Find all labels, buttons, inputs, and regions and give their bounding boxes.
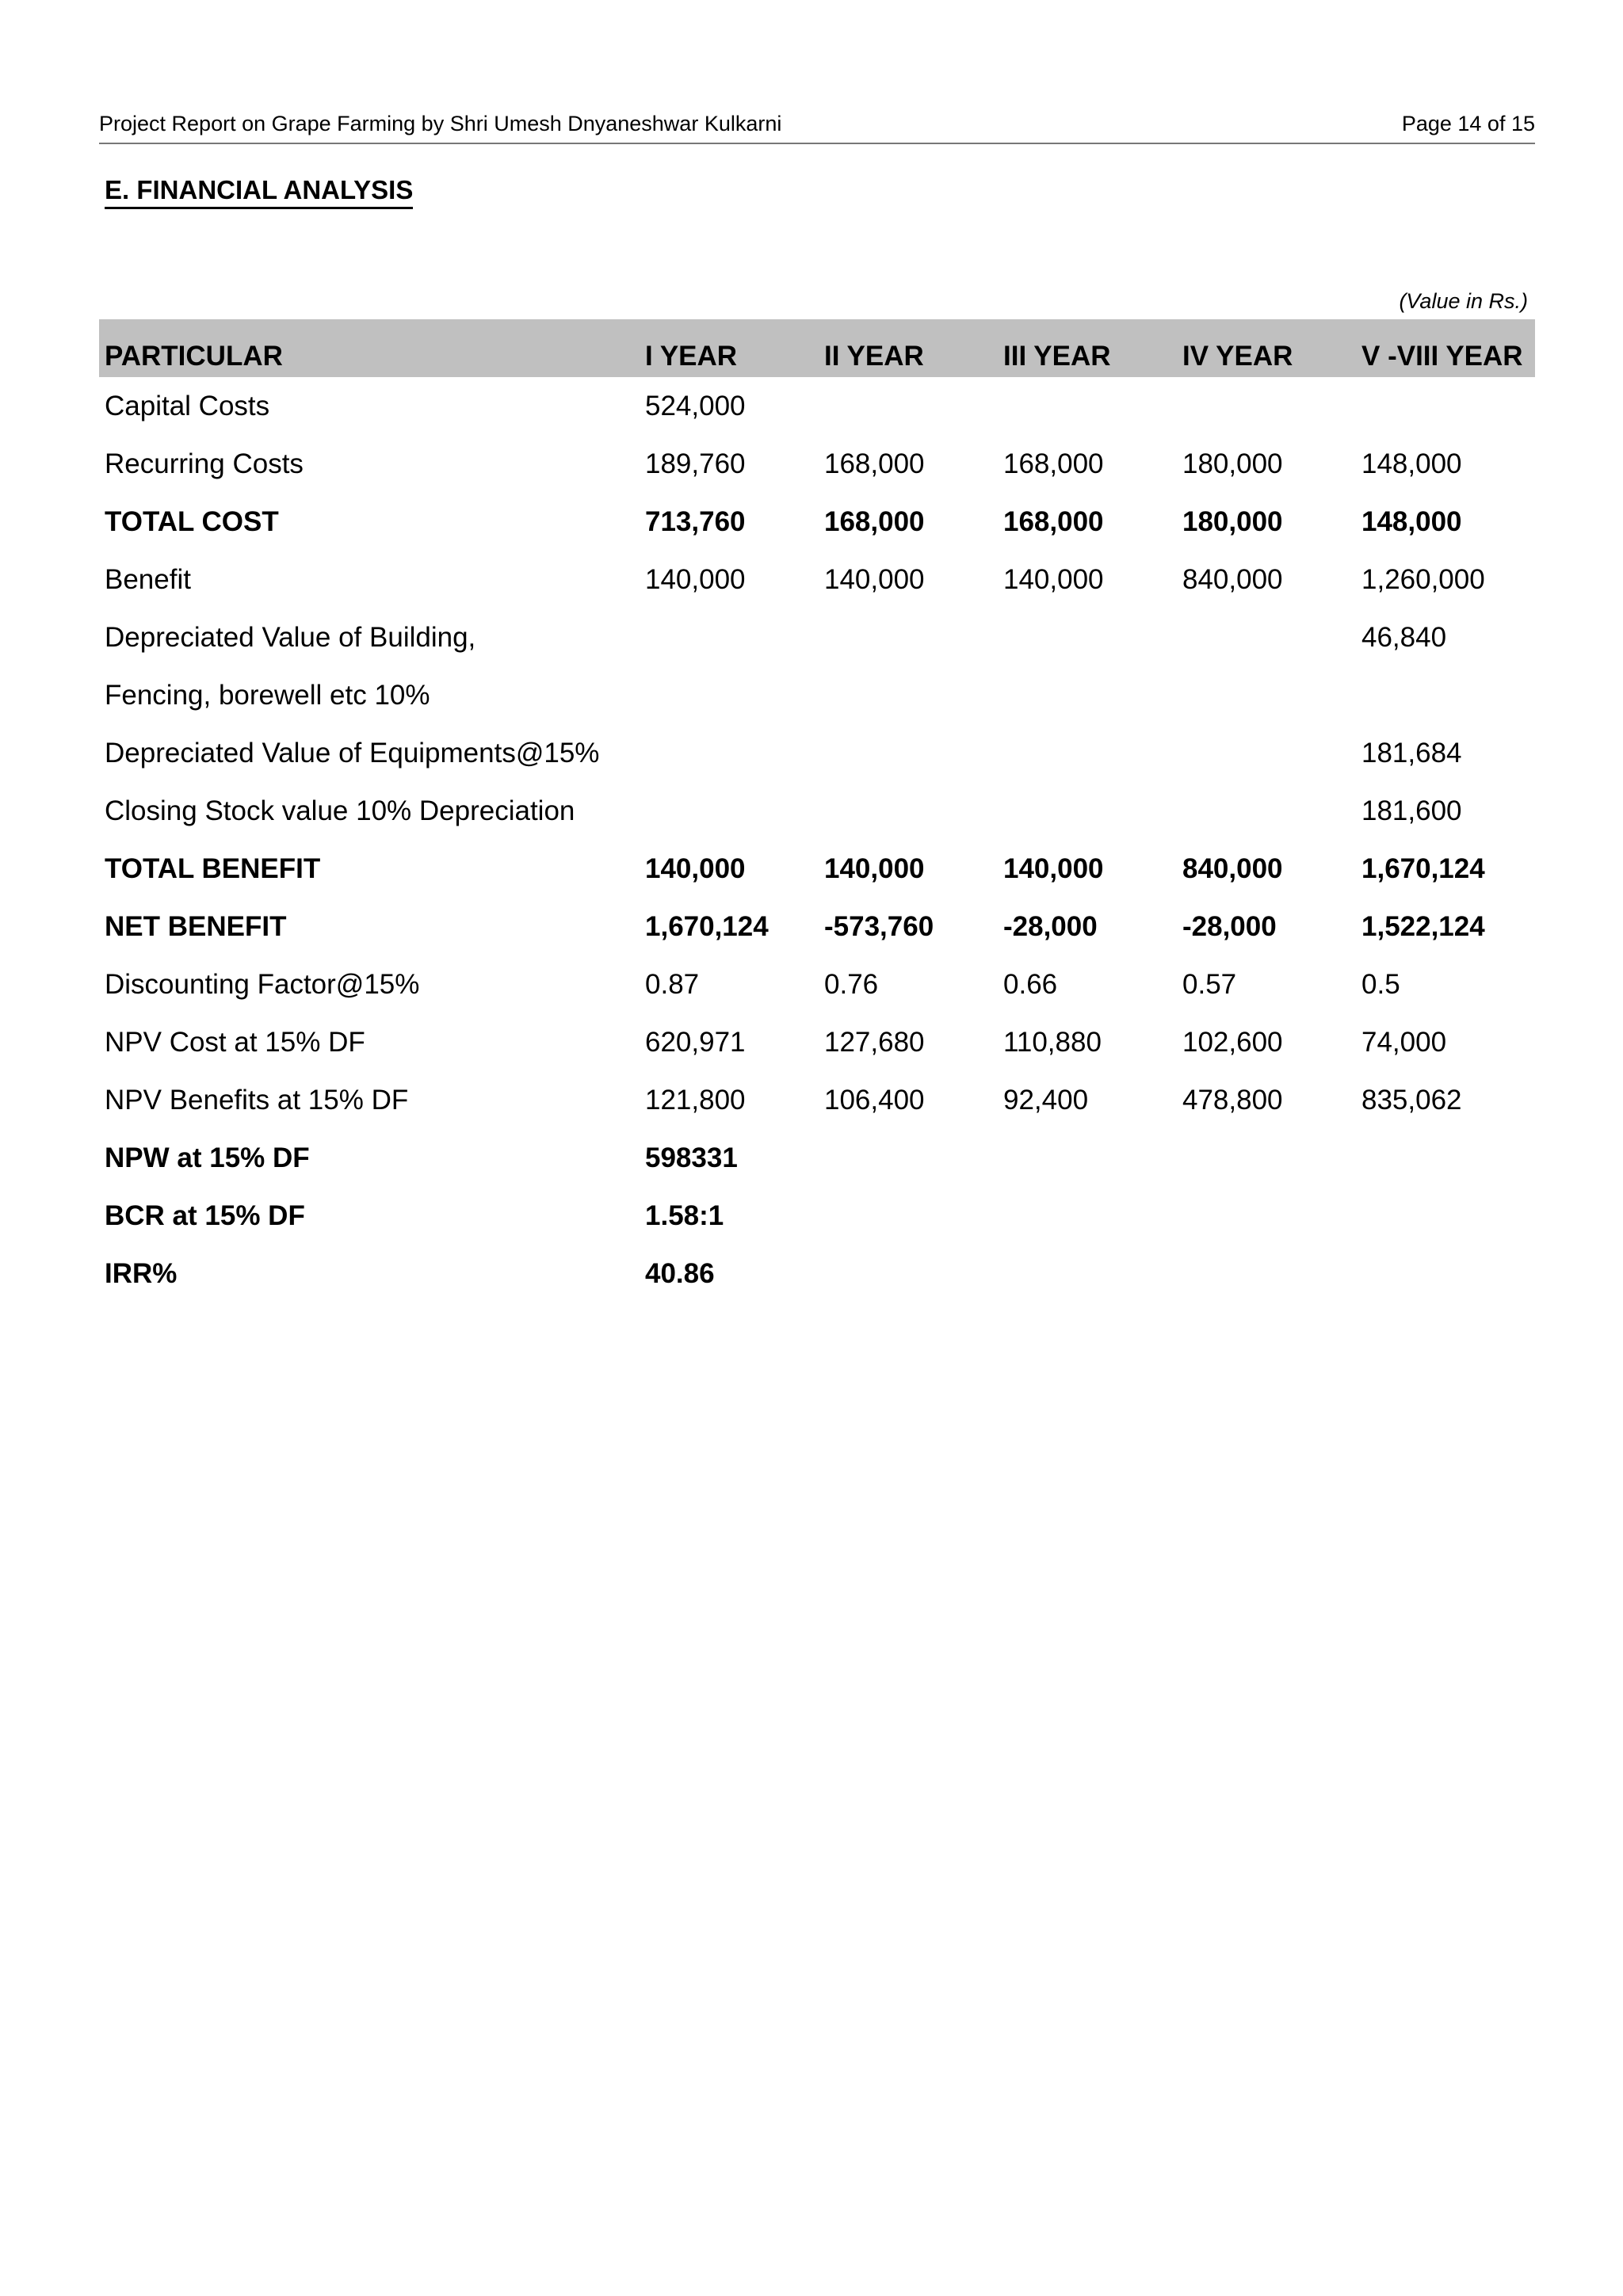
row-label: NET BENEFIT bbox=[105, 910, 287, 942]
year-4-value bbox=[1177, 1187, 1356, 1245]
row-label: BCR at 15% DF bbox=[105, 1199, 305, 1231]
table-row bbox=[99, 1245, 1535, 1302]
column-header-year-3: III YEAR bbox=[998, 319, 1177, 377]
year-1-value bbox=[640, 666, 819, 724]
year-2-value: 140,000 bbox=[824, 852, 925, 884]
year-3-value: 168,000 bbox=[1003, 448, 1104, 479]
year-3-value bbox=[998, 724, 1177, 782]
year-4-value: 102,600 bbox=[1182, 1026, 1283, 1058]
table-row bbox=[99, 666, 1535, 724]
year-3-value: 140,000 bbox=[1003, 563, 1104, 595]
row-label: Benefit bbox=[105, 563, 191, 595]
row-label: Discounting Factor@15% bbox=[105, 968, 420, 1000]
year-4-value bbox=[1177, 377, 1356, 435]
year-1-value: 1.58:1 bbox=[645, 1199, 724, 1231]
table-row bbox=[99, 1187, 1535, 1245]
year-4-value bbox=[1177, 1245, 1356, 1302]
row-label: Fencing, borewell etc 10% bbox=[105, 679, 430, 711]
year-2-value bbox=[819, 1187, 998, 1245]
year-2-value bbox=[819, 1245, 998, 1302]
year-2-value bbox=[819, 782, 998, 840]
year-5-8-value: 74,000 bbox=[1361, 1026, 1447, 1058]
row-label: Depreciated Value of Building, bbox=[105, 621, 476, 653]
row-label: NPW at 15% DF bbox=[105, 1142, 310, 1173]
year-4-value bbox=[1177, 608, 1356, 666]
year-3-value bbox=[998, 608, 1177, 666]
table-row bbox=[99, 493, 1535, 551]
year-1-value: 140,000 bbox=[645, 852, 746, 884]
year-4-value bbox=[1177, 666, 1356, 724]
year-2-value: 140,000 bbox=[824, 563, 925, 595]
year-3-value bbox=[998, 666, 1177, 724]
year-2-value: 168,000 bbox=[824, 448, 925, 479]
year-1-value: 1,670,124 bbox=[645, 910, 769, 942]
page-header bbox=[99, 109, 1535, 144]
document-title: Project Report on Grape Farming by Shri Umesh Dnyaneshwar Kulkarni bbox=[99, 112, 782, 135]
section-heading: E. FINANCIAL ANALYSIS bbox=[105, 174, 413, 209]
year-5-8-value: 1,670,124 bbox=[1361, 852, 1485, 884]
table-row bbox=[99, 1071, 1535, 1129]
year-2-value: 168,000 bbox=[824, 505, 925, 537]
column-header-year-1: I YEAR bbox=[640, 319, 819, 377]
year-5-8-value: 148,000 bbox=[1361, 505, 1462, 537]
year-1-value bbox=[640, 608, 819, 666]
table-row bbox=[99, 435, 1535, 493]
year-1-value bbox=[640, 724, 819, 782]
year-2-value: -573,760 bbox=[824, 910, 934, 942]
year-1-value bbox=[640, 782, 819, 840]
year-4-value: 180,000 bbox=[1182, 448, 1283, 479]
year-4-value: 840,000 bbox=[1182, 563, 1283, 595]
year-5-8-value bbox=[1356, 377, 1535, 435]
year-4-value bbox=[1177, 724, 1356, 782]
year-1-value: 40.86 bbox=[645, 1257, 715, 1289]
year-5-8-value bbox=[1356, 1245, 1535, 1302]
unit-note: (Value in Rs.) bbox=[1399, 289, 1528, 313]
year-3-value bbox=[998, 1187, 1177, 1245]
year-3-value: 92,400 bbox=[1003, 1084, 1089, 1116]
year-5-8-value: 1,522,124 bbox=[1361, 910, 1485, 942]
year-3-value bbox=[998, 377, 1177, 435]
column-header-particular: PARTICULAR bbox=[99, 319, 640, 377]
row-label: Depreciated Value of Equipments@15% bbox=[105, 737, 600, 769]
row-label: Recurring Costs bbox=[105, 448, 304, 479]
year-5-8-value: 46,840 bbox=[1361, 621, 1447, 653]
financial-analysis-table bbox=[99, 319, 1535, 1302]
year-2-value bbox=[819, 666, 998, 724]
table-row bbox=[99, 898, 1535, 955]
year-4-value: 478,800 bbox=[1182, 1084, 1283, 1116]
year-3-value: 168,000 bbox=[1003, 505, 1104, 537]
year-2-value bbox=[819, 1129, 998, 1187]
year-1-value: 140,000 bbox=[645, 563, 746, 595]
table-row bbox=[99, 608, 1535, 666]
row-label: TOTAL BENEFIT bbox=[105, 852, 321, 884]
year-3-value: 140,000 bbox=[1003, 852, 1104, 884]
year-5-8-value bbox=[1356, 666, 1535, 724]
page-number: Page 14 of 15 bbox=[1401, 112, 1535, 135]
year-3-value bbox=[998, 782, 1177, 840]
table-row bbox=[99, 955, 1535, 1013]
row-label: Capital Costs bbox=[105, 390, 270, 421]
row-label: TOTAL COST bbox=[105, 505, 279, 537]
year-4-value: -28,000 bbox=[1182, 910, 1277, 942]
column-header-year-2: II YEAR bbox=[819, 319, 998, 377]
column-header-year-5-8: V -VIII YEAR bbox=[1356, 319, 1535, 377]
row-label: NPV Cost at 15% DF bbox=[105, 1026, 365, 1058]
year-5-8-value bbox=[1356, 1187, 1535, 1245]
year-1-value: 524,000 bbox=[645, 390, 746, 421]
table-row bbox=[99, 840, 1535, 898]
year-5-8-value: 181,600 bbox=[1361, 795, 1462, 826]
year-2-value: 106,400 bbox=[824, 1084, 925, 1116]
year-2-value bbox=[819, 608, 998, 666]
year-4-value bbox=[1177, 782, 1356, 840]
year-3-value bbox=[998, 1245, 1177, 1302]
table-row bbox=[99, 1013, 1535, 1071]
column-header-year-4: IV YEAR bbox=[1177, 319, 1356, 377]
year-1-value: 598331 bbox=[645, 1142, 738, 1173]
table-row bbox=[99, 377, 1535, 435]
year-5-8-value bbox=[1356, 1129, 1535, 1187]
year-5-8-value: 181,684 bbox=[1361, 737, 1462, 769]
year-3-value: -28,000 bbox=[1003, 910, 1098, 942]
year-2-value bbox=[819, 377, 998, 435]
row-label: NPV Benefits at 15% DF bbox=[105, 1084, 409, 1116]
table-header-row bbox=[99, 319, 1535, 377]
row-label: IRR% bbox=[105, 1257, 178, 1289]
year-3-value bbox=[998, 1129, 1177, 1187]
year-5-8-value: 0.5 bbox=[1361, 968, 1400, 1000]
year-1-value: 0.87 bbox=[645, 968, 700, 1000]
year-2-value bbox=[819, 724, 998, 782]
year-4-value: 180,000 bbox=[1182, 505, 1283, 537]
year-5-8-value: 1,260,000 bbox=[1361, 563, 1485, 595]
year-3-value: 110,880 bbox=[1003, 1026, 1102, 1058]
year-2-value: 0.76 bbox=[824, 968, 879, 1000]
year-5-8-value: 835,062 bbox=[1361, 1084, 1462, 1116]
year-5-8-value: 148,000 bbox=[1361, 448, 1462, 479]
year-1-value: 121,800 bbox=[645, 1084, 746, 1116]
table-row bbox=[99, 724, 1535, 782]
year-1-value: 620,971 bbox=[645, 1026, 746, 1058]
year-2-value: 127,680 bbox=[824, 1026, 925, 1058]
year-4-value: 0.57 bbox=[1182, 968, 1237, 1000]
table-body bbox=[99, 377, 1535, 1302]
row-label: Closing Stock value 10% Depreciation bbox=[105, 795, 575, 826]
table-row bbox=[99, 1129, 1535, 1187]
year-1-value: 713,760 bbox=[645, 505, 746, 537]
table-row bbox=[99, 782, 1535, 840]
year-3-value: 0.66 bbox=[1003, 968, 1058, 1000]
table-row bbox=[99, 551, 1535, 608]
year-1-value: 189,760 bbox=[645, 448, 746, 479]
year-4-value bbox=[1177, 1129, 1356, 1187]
year-4-value: 840,000 bbox=[1182, 852, 1283, 884]
